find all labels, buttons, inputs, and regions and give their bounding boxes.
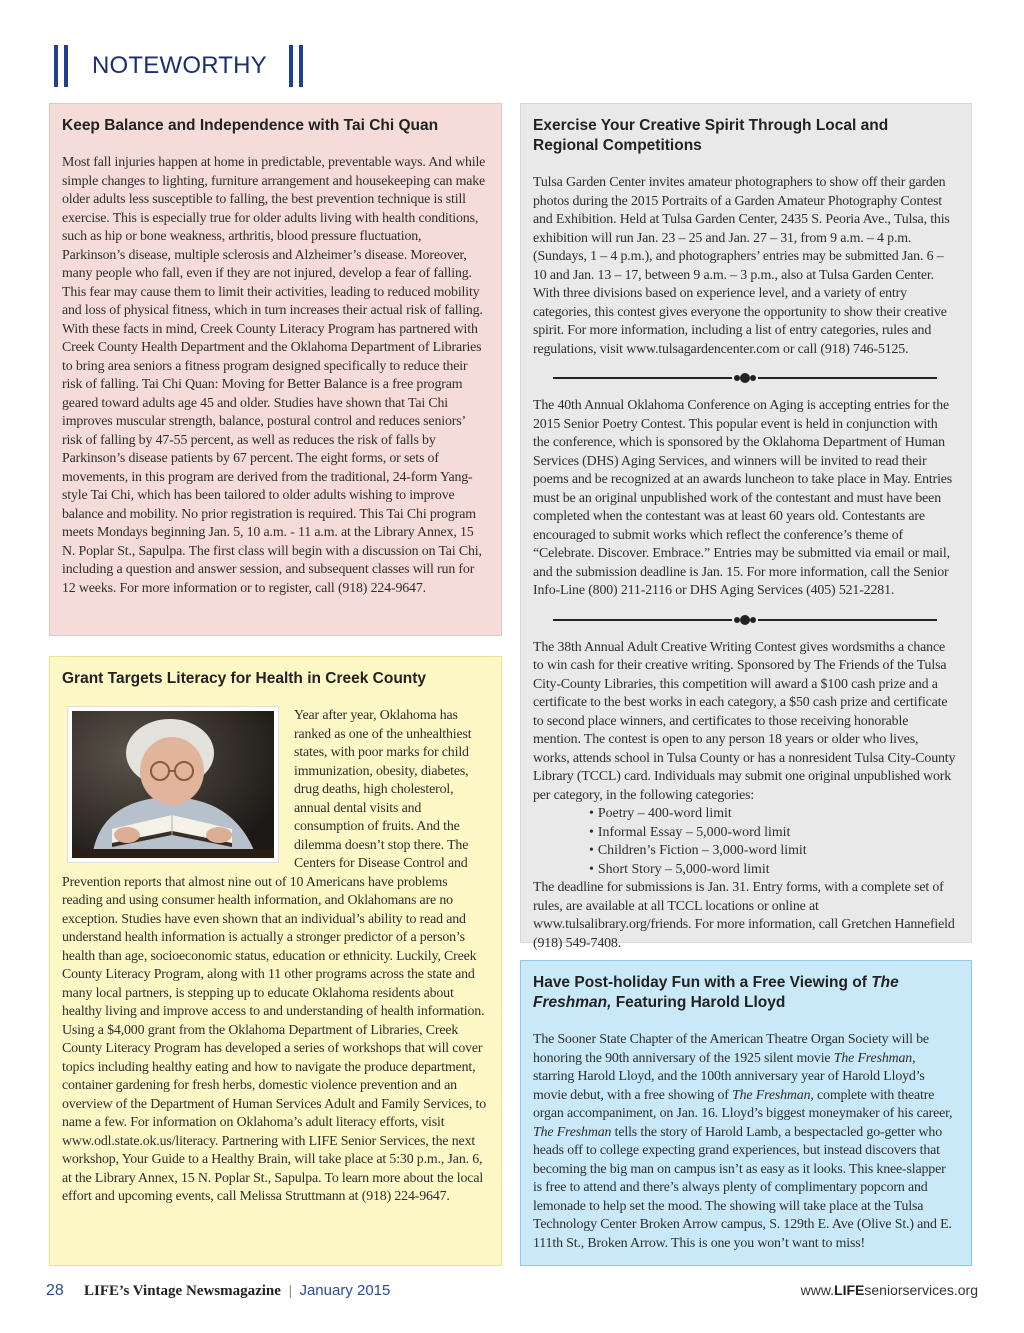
category-item: • Informal Essay – 5,000-word limit bbox=[589, 824, 957, 843]
section-title: NOTEWORTHY bbox=[92, 52, 267, 79]
writing-contest-paragraph: The 38th Annual Adult Creative Writing Contest gives wordsmiths a chance to win cash for their creative writing. Sponsored by The Friends of the Tulsa City-County Libraries, this competition will award a $100 cash prize and a certificate to the best works in each category, a $50 cash prize and certificate to second place winners, and certificates to those receiving honorable mention. The contest is open to any person 18 years or older who lives, works, attends school in Tulsa County or has a nonresident Tulsa City-County Library (TCCL) card. Individuals may submit one original unpublished work per category, in the following categories: bbox=[533, 639, 956, 803]
article-body: Most fall injuries happen at home in predictable, preventable ways. And while simple changes to lighting, furniture arrangement and housekeeping can make older adults less susceptible to falling, the best prevention technique is still exercise. This is especially true for older adults living with health conditions, such as hip or bone weakness, arthritis, blood pressure fluctuation, Parkinson’s disease, multiple sclerosis and Alzheimer’s disease. Moreover, many people who fall, even if they are not injured, develop a fear of falling. This fear may cause them to limit their activities, leading to reduced mobility and loss of physical fitness, which in turn increases their actual risk of falling. With these facts in mind, Creek County Literacy Program has partnered with Creek County Health Department and the Oklahoma Department of Libraries to bring area seniors a fitness program designed specifically to reduce their risk of falling. Tai Chi Quan: Moving for Better Balance is a free program geared toward adults age 45 and older. Studies have shown that Tai Chi improves muscular strength, balance, postural control and reduces seniors’ risk of falling by 47-55 percent, as well as reduces the risk of falls by Parkinson’s disease patients by 67 percent. The eight forms, or sets of movements, in this program are derived from the traditional, 24-form Yang-style Tai Chi, which has been tailored to older adults wishing to improve balance and mobility. No prior registration is required. This Tai Chi program meets Mondays beginning Jan. 5, 10 a.m. - 11 a.m. at the Library Annex, 15 N. Poplar St., Sapulpa. The first class will begin with a discussion on Tai Chi, including a question and answer session, and subsequent classes will run for 12 weeks. For more information or to register, call (918) 224-9647. bbox=[62, 155, 486, 596]
article-tai-chi bbox=[49, 103, 502, 636]
poetry-contest-paragraph: The 40th Annual Oklahoma Conference on Aging is accepting entries for the 2015 Senior Poetry Contest. This popular event is held in conjunction with the conference, which is sponsored by the Oklahoma Department of Human Services (DHS) Aging Services, and winners will be invited to read their poems and be recognized at an awards luncheon to take place in May. Entries must be an original unpublished work of the contestant and must have been completed when the contestant was at least 60 years old. Contestants are encouraged to submit works which reflect the conference’s theme of “Celebrate. Discover. Embrace.” Entries may be submitted via email or mail, and the submission deadline is Jan. 15. For more information, call the Senior Info-Line (800) 211-2116 or DHS Aging Services (405) 521-2281. bbox=[533, 398, 953, 598]
article-competitions bbox=[520, 103, 972, 951]
article-heading: Exercise Your Creative Spirit Through Local and Regional Competitions bbox=[533, 117, 889, 154]
article-body: Year after year, Oklahoma has ranked as one of the unhealthiest states, with poor marks for child immunization, obesity, diabetes, drug deaths, high cholesterol, annual dental visits and consumption of fruits. And the dilemma doesn’t stop there. The Centers for Disease Control and Prevention reports that almost nine out of 10 Americans have problems reading and using consumer health information, and Oklahomans are no exception. Studies have even shown that an individual’s ability to read and understand health information is actually a stronger predictor of a person’s health than age, socioeconomic status, education or ethnicity. Luckily, Creek County Literacy Program, along with 11 other programs across the state and many local partners, is stepping up to educate Oklahoma residents about healthy living and improve access to and understanding of health information. Using a $4,000 grant from the Oklahoma Department of Libraries, Creek County Literacy Program has developed a series of workshops that will cover topics including healthy eating and how to navigate the produce department, container gardening for fresh herbs, domestic violence prevention and an overview of the Department of Human Services Adult and Family Services, to name a few. For information on Oklahoma’s adult literacy efforts, visit www.odl.state.ok.us/literacy. Partnering with LIFE Senior Services, the next workshop, Your Guide to a Healthy Brain, will take place at 5:30 p.m., Jan. 6, at the Library Annex, 15 N. Poplar St., Sapulpa. To learn more about the local effort and upcoming events, call Melissa Struttmann at (918) 224-9647. bbox=[62, 708, 487, 1204]
ornament-divider bbox=[553, 367, 937, 389]
page-footer bbox=[46, 1282, 978, 1306]
section-header bbox=[54, 44, 303, 88]
garden-photo-contest-paragraph: Tulsa Garden Center invites amateur photographers to show off their garden photos during the 2015 Portraits of a Garden Amateur Photography Contest and Exhibition. Held at Tulsa Garden Center, 2435 S. Peoria Ave., Tulsa, this exhibition will run Jan. 23 – 25 and Jan. 27 – 31, from 9 a.m. – 4 p.m. (Sundays, 1 – 4 p.m.), and photographers’ entries may be submitted Jan. 6 – 10 and Jan. 13 – 17, between 9 a.m. – 3 p.m., also at Tulsa Garden Center. With three divisions based on experience level, and a variety of entry categories, this contest gives everyone the opportunity to show their creative spirit. For more information, including a list of entry categories, rules and regulations, visit www.tulsagardencenter.com or call (918) 746-5125. bbox=[533, 175, 950, 357]
header-right-bars bbox=[289, 45, 303, 87]
article-body: The Sooner State Chapter of the American Theatre Organ Society will be honoring the 90th anniversary of the 1925 silent movie The Freshman, starring Harold Lloyd, and the 100th anniversary year of Harold Lloyd’s movie debut, with a free showing of The Freshman, complete with theatre organ accompaniment, on Jan. 16. Lloyd’s biggest moneymaker of his career, The Freshman tells the story of Harold Lamb, a bespectacled go-getter who heads off to college expecting grand experiences, but instead discovers that becoming the big man on campus isn’t as easy as it looks. This knee-slapper is free to attend and there’s always plenty of complimentary popcorn and lemonade to help set the mood. The showing will take place at the Tulsa Technology Center Broken Arrow campus, S. 129th E. Ave (Olive St.) and E. 111th St., Broken Arrow. This is one you won’t want to miss! bbox=[533, 1032, 953, 1251]
website-url: www.LIFEseniorservices.org bbox=[800, 1282, 978, 1298]
category-item: • Poetry – 400-word limit bbox=[589, 805, 957, 824]
photo-woman-reading bbox=[68, 707, 278, 862]
category-list bbox=[533, 805, 957, 879]
writing-contest-deadline: The deadline for submissions is Jan. 31. Entry forms, with a complete set of rules, are available at all TCCL locations or online at www.tulsalibrary.org/friends. For more information, call Gretchen Hannefield (918) 549-7408. bbox=[533, 880, 955, 951]
ornament-divider bbox=[553, 609, 937, 631]
article-grant-literacy bbox=[49, 656, 502, 1266]
article-heading: Have Post-holiday Fun with a Free Viewing of The Freshman, Featuring Harold Lloyd bbox=[533, 974, 899, 1011]
article-heading: Keep Balance and Independence with Tai Chi Quan bbox=[62, 117, 439, 134]
magazine-name: LIFE’s Vintage Newsmagazine | January 2015 bbox=[84, 1282, 391, 1299]
page-number: 28 bbox=[46, 1282, 64, 1299]
header-left-bars bbox=[54, 45, 68, 87]
category-item: • Children’s Fiction – 3,000-word limit bbox=[589, 842, 957, 861]
issue-date: January 2015 bbox=[299, 1282, 391, 1299]
article-heading: Grant Targets Literacy for Health in Creek County bbox=[62, 670, 427, 687]
article-the-freshman bbox=[520, 960, 972, 1266]
category-item: • Short Story – 5,000-word limit bbox=[589, 861, 957, 880]
